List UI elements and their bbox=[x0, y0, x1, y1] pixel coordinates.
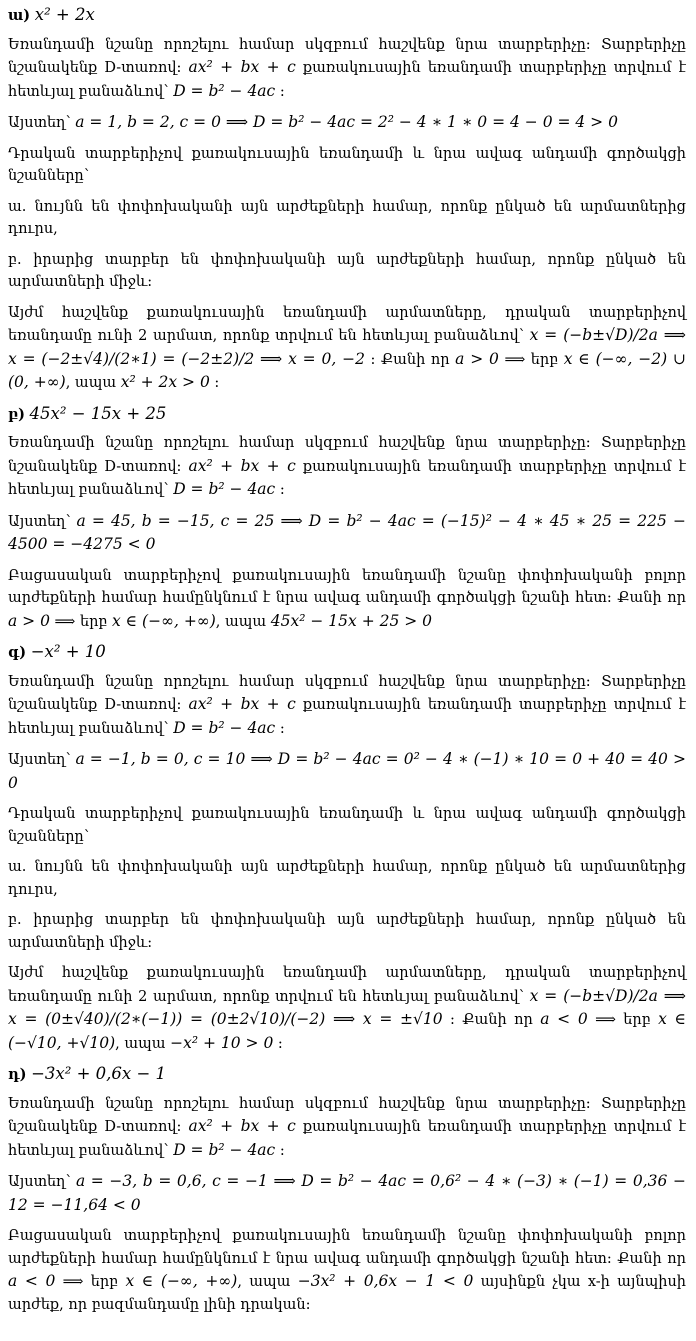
math-run: D = b² − 4ac bbox=[173, 1140, 276, 1159]
section-heading bbox=[8, 641, 686, 665]
text-run: Այստեղ՝ bbox=[8, 752, 76, 768]
text-run: Եռանդամի նշանը որոշելու համար սկզբում հաշվենք նրա տարբերիչը: Տարբերիչը նշանակենք D-տառով: bbox=[8, 673, 686, 713]
conclusion-text: Դրական տարբերիչով քառակուսային եռանդամի և նրա ավագ անդամի գործակցի նշանները՝ bbox=[8, 806, 686, 845]
text-run: այսինքն չկա x-ի այնպիսի արժեք, որ բազմանդամը լինի դրական: bbox=[8, 1274, 686, 1313]
discriminant-calc bbox=[8, 111, 686, 135]
text-run: : bbox=[275, 83, 285, 100]
text-run: Եռանդամի նշանը որոշելու համար սկզբում հաշվենք նրա տարբերիչը: Տարբերիչը նշանակենք D-տառով: bbox=[8, 435, 686, 475]
math-run: −x² + 10 > 0 bbox=[170, 1033, 274, 1052]
negative-discriminant-paragraph bbox=[8, 1225, 686, 1316]
text-run: Եռանդամի նշանը որոշելու համար սկզբում հաշվենք նրա տարբերիչը: Տարբերիչը նշանակենք D-տառով: bbox=[8, 1095, 686, 1135]
discriminant-intro bbox=[8, 34, 686, 104]
text-run: : bbox=[275, 482, 285, 498]
text-run: Բացասական տարբերիչով քառակուսային եռանդամի նշանը փոփոխականի բոլոր արժեքների համար համընկնում է նրա ավագ անդամի գործակցի նշանի հետ: Քանի որ bbox=[8, 567, 686, 606]
text-run: Այստեղ՝ bbox=[8, 513, 77, 530]
math-run: a = −1, b = 0, c = 10 ⟹ D = b² − 4ac = 0² − 4 ∗ (−1) ∗ 10 = 0 + 40 = 40 > 0 bbox=[8, 750, 686, 792]
text-run: Այժմ հաշվենք քառակուսային եռանդամի արմատները, դրական տարբերիչով եռանդամը ունի 2 արմատ, որոնք տրվում են հետևյալ բանաձևով՝ bbox=[8, 965, 686, 1005]
text-run: քառակուսային եռանդամի տարբերիչը տրվում է հետևյալ բանաձևով՝ bbox=[8, 60, 686, 100]
math-run: ax² + bx + c bbox=[188, 695, 296, 713]
text-run: քառակուսային եռանդամի տարբերիչը տրվում է հետևյալ բանաձևով՝ bbox=[8, 697, 686, 737]
text-run: : bbox=[273, 1035, 283, 1052]
conclusion-text: Դրական տարբերիչով քառակուսային եռանդամի և նրա ավագ անդամի գործակցի նշանները՝ bbox=[8, 145, 686, 184]
section-heading bbox=[8, 403, 686, 427]
section-label: գ) bbox=[8, 644, 27, 661]
text-run: Բացասական տարբերիչով քառակուսային եռանդամի նշանը փոփոխականի բոլոր արժեքների համար համընկնում է նրա ավագ անդամի գործակցի նշանի հետ: Քանի որ bbox=[8, 1228, 686, 1267]
roots-paragraph bbox=[8, 302, 686, 395]
math-run: D = b² − 4ac bbox=[173, 81, 276, 100]
text-run: Եռանդամի նշանը որոշելու համար սկզբում հաշվենք նրա տարբերիչը: Տարբերիչը նշանակենք D-տառով: bbox=[8, 36, 686, 76]
section-d bbox=[8, 1063, 686, 1316]
text-run: : Քանի որ bbox=[365, 351, 456, 368]
negative-discriminant-paragraph bbox=[8, 565, 686, 634]
math-run: x ∈ (−∞, +∞) bbox=[125, 1272, 238, 1290]
text-run: ⟹ երբ bbox=[49, 613, 112, 630]
section-label: ա) bbox=[8, 7, 31, 24]
discriminant-intro bbox=[8, 671, 686, 741]
text-run: : bbox=[275, 1142, 285, 1159]
discriminant-intro bbox=[8, 432, 686, 502]
point-b: բ. իրարից տարբեր են փոփոխականի այն արժեքների համար, որոնք ընկած են արմատների միջև: bbox=[8, 251, 686, 290]
section-heading bbox=[8, 4, 686, 28]
section-a bbox=[8, 4, 686, 395]
math-run: −3x² + 0,6x − 1 < 0 bbox=[297, 1272, 474, 1290]
math-run: a < 0 bbox=[8, 1272, 56, 1290]
math-run: x = (−b±√D)/2a ⟹ x = (0±√40)/(2∗(−1)) = (0±2√10)/(−2) ⟹ x = ±√10 bbox=[8, 986, 686, 1028]
text-run: քառակուսային եռանդամի տարբերիչը տրվում է հետևյալ բանաձևով՝ bbox=[8, 1119, 686, 1159]
text-run: Այստեղ՝ bbox=[8, 115, 76, 131]
point-a: ա. նույնն են փոփոխականի այն արժեքների համար, որոնք ընկած են արմատներից դուրս, bbox=[8, 198, 686, 237]
section-expression: −x² + 10 bbox=[30, 642, 106, 661]
section-expression: −3x² + 0,6x − 1 bbox=[31, 1064, 167, 1083]
text-run: Այժմ հաշվենք քառակուսային եռանդամի արմատները, դրական տարբերիչով եռանդամը ունի 2 արմատ, որոնք տրվում են հետևյալ բանաձևով՝ bbox=[8, 304, 686, 344]
math-run: a = −3, b = 0,6, c = −1 ⟹ D = b² − 4ac = 0,6² − 4 ∗ (−3) ∗ (−1) = 0,36 − 12 = −11,64 < 0 bbox=[8, 1172, 686, 1214]
text-run: Այստեղ՝ bbox=[8, 1174, 76, 1190]
discriminant-calc bbox=[8, 748, 686, 795]
math-run: x ∈ (−∞, −2) ∪ (0, +∞) bbox=[8, 349, 687, 391]
point-b: բ. իրարից տարբեր են փոփոխականի այն արժեքների համար, որոնք ընկած են արմատների միջև: bbox=[8, 912, 686, 951]
math-run: D = b² − 4ac bbox=[173, 718, 276, 737]
text-run: : Քանի որ bbox=[442, 1012, 541, 1028]
text-run: ⟹ երբ bbox=[498, 351, 564, 368]
math-run: a > 0 bbox=[455, 349, 499, 368]
text-run: : bbox=[275, 720, 285, 737]
section-label: դ) bbox=[8, 1066, 27, 1083]
text-run: , ապա bbox=[65, 375, 121, 391]
section-expression: 45x² − 15x + 25 bbox=[29, 403, 167, 423]
math-run: a > 0 bbox=[8, 611, 50, 630]
math-run: 45x² − 15x + 25 > 0 bbox=[270, 611, 433, 630]
section-c bbox=[8, 641, 686, 1055]
discriminant-calc bbox=[8, 1170, 686, 1217]
math-run: ax² + bx + c bbox=[188, 456, 296, 475]
math-run: a < 0 bbox=[540, 1010, 588, 1028]
text-run: ⟹ երբ bbox=[587, 1012, 659, 1028]
math-run: a = 1, b = 2, c = 0 ⟹ D = b² − 4ac = 2² − 4 ∗ 1 ∗ 0 = 4 − 0 = 4 > 0 bbox=[75, 113, 618, 131]
section-heading bbox=[8, 1063, 686, 1087]
math-run: D = b² − 4ac bbox=[173, 480, 276, 498]
discriminant-intro bbox=[8, 1093, 686, 1163]
roots-paragraph bbox=[8, 962, 686, 1055]
section-b bbox=[8, 403, 686, 634]
text-run: քառակուսային եռանդամի տարբերիչը տրվում է հետևյալ բանաձևով՝ bbox=[8, 458, 686, 498]
math-run: ax² + bx + c bbox=[188, 1117, 296, 1135]
section-expression: x² + 2x bbox=[34, 5, 95, 24]
text-run: : bbox=[209, 375, 220, 391]
math-run: x ∈ (−∞, +∞) bbox=[111, 611, 216, 630]
math-run: x = (−b±√D)/2a ⟹ x = (−2±√4)/(2∗1) = (−2±2)/2 ⟹ x = 0, −2 bbox=[8, 326, 686, 368]
text-run: , ապա bbox=[115, 1035, 171, 1052]
math-run: x² + 2x > 0 bbox=[120, 373, 210, 391]
section-label: բ) bbox=[8, 405, 25, 423]
math-run: x ∈ (−√10, +√10) bbox=[8, 1010, 686, 1052]
text-run: ⟹ երբ bbox=[55, 1274, 126, 1290]
point-a: ա. նույնն են փոփոխականի այն արժեքների համար, որոնք ընկած են արմատներից դուրս, bbox=[8, 859, 686, 898]
math-run: a = 45, b = −15, c = 25 ⟹ D = b² − 4ac = (−15)² − 4 ∗ 45 ∗ 25 = 225 − 4500 = −4275 < 0 bbox=[8, 511, 686, 553]
text-run: , ապա bbox=[237, 1274, 298, 1290]
text-run: , ապա bbox=[215, 613, 271, 630]
math-run: ax² + bx + c bbox=[188, 58, 296, 76]
discriminant-calc bbox=[8, 510, 686, 557]
